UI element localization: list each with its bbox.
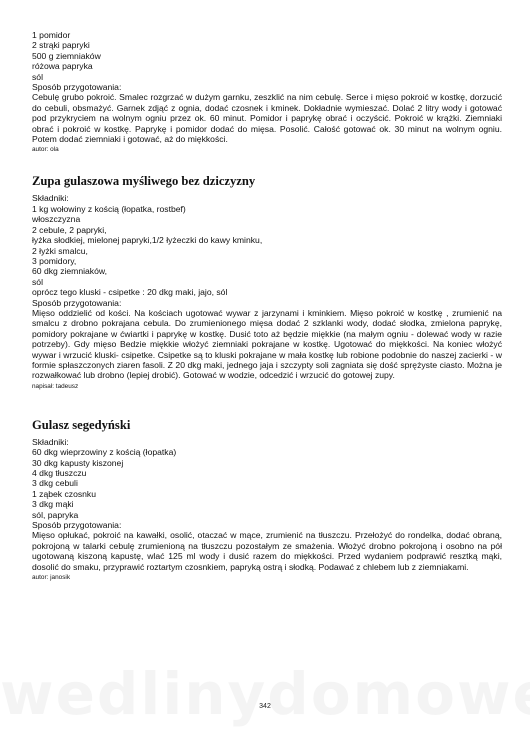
ingredient-line: włoszczyzna <box>32 214 81 225</box>
ingredient-line: 3 dkg mąki <box>32 499 74 510</box>
ingredients-label: Składniki: <box>32 193 69 204</box>
ingredients-label: Składniki: <box>32 436 69 447</box>
ingredient-line: 60 dkg ziemniaków, <box>32 266 107 277</box>
recipe-title: Zupa gulaszowa myśliwego bez dziczyzny <box>32 174 256 189</box>
ingredient-line: sól <box>32 71 43 82</box>
ingredient-line: 1 kg wołowiny z kością (łopatka, rostbef) <box>32 203 186 214</box>
prep-label: Sposób przygotowania: <box>32 520 122 531</box>
intro-author: autor: ola <box>32 146 59 154</box>
recipe1-ingredient-list <box>32 204 502 298</box>
prep-text: Mięso oddzielić od kości. Na kościach ugotować wywar z jarzynami i kminkiem. Mięso pokroić w kostkę , zrumienić na smalcu z drobno pokrajana cebula. Do zrumienionego mięsa dodać 2 szklanki wody, dodać słodka, zmielona paprykę, pomidory pokrajane w ćwiartki i paprykę w kostkę. Dusić toto aż będzie miękkie (na małym ogniu - dolewać wody w razie potrzeby). Gdy mięso Bedzie miękkie włożyć ziemniaki pokrajane w kostkę. Ugotować do miękkości. Na koniec włożyć wywar i wrzucić kluski- csipetke. Csipetke są to kluski pokrajane w mała kostkę lub robione podobnie do naszej zacierki - w formie spłaszczonych ziaren fasoli. Z 20 dkg maki, jednego jaja i szczypty soli zagniata się dość sprężyste ciasto. Można je rozwałkować lub drobno (lepiej drobić). Gotować w wodzie, odcedzić i wrzucić do gotowej zupy. <box>32 307 502 381</box>
ingredient-line: 1 pomidor <box>32 30 71 40</box>
ingredient-line: 2 łyżki smalcu, <box>32 245 88 256</box>
prep-text: Mięso opłukać, pokroić na kawałki, osolić, otaczać w mące, zrumienić na tłuszczu. Przełożyć do rondelka, dodać obraną, pokrojoną w talarki cebulę zrumienioną na tłuszczu pozostałym ze smażenia. Włożyć drobno pokrojoną i osobno na pół ugotowaną kiszoną kapustę, wlać 125 ml wody i dusić razem do miękkości. Przed wydaniem podprawić resztką mąki, dosolić do smaku, przyprawić roztartym czosnkiem, papryką ostrą i słodką. Podawać z chlebem lub z ziemniakami. <box>32 530 502 572</box>
recipe2-ingredient-list <box>32 447 502 520</box>
ingredient-line: 4 dkg tłuszczu <box>32 468 87 478</box>
recipe-author: napisał: tadeusz <box>32 382 79 390</box>
document-page <box>32 30 502 582</box>
intro-prep-label: Sposób przygotowania: <box>32 82 122 93</box>
page-number: 342 <box>259 703 271 710</box>
ingredient-line: 60 dkg wieprzowiny z kością (łopatka) <box>32 447 177 458</box>
recipe-author: autor: janosik <box>32 574 71 582</box>
recipe-title: Gulasz segedyński <box>32 417 131 432</box>
ingredient-line: 1 ząbek czosnku <box>32 488 97 499</box>
prep-label: Sposób przygotowania: <box>32 297 122 308</box>
ingredient-line: 3 pomidory, <box>32 255 77 266</box>
ingredient-line: sól <box>32 276 43 287</box>
ingredient-line: 2 cebule, 2 papryki, <box>32 224 107 235</box>
intro-prep-text: Cebulę grubo pokroić. Smalec rozgrzać w dużym garnku, zeszklić na nim cebulę. Serce i mięso pokroić w kostkę, dorzucić do cebuli, obsmażyć. Garnek zdjąć z ognia, dodać czosnek i kminek. Dokładnie wymieszać. Dolać 2 litry wody i gotować pod przykryciem na wolnym ogniu przez ok. 60 minut. Pomidor i paprykę obrać i oczyścić. Pokroić w krążki. Ziemniaki obrać i pokroić w kostkę. Paprykę i pomidor dodać do mięsa. Posolić. Całość gotować ok. 30 minut na wolnym ogniu. Potem dodać ziemniaki i gotować, aż do miękkości. <box>32 92 502 145</box>
intro-ingredient-list <box>32 30 502 82</box>
ingredient-line: łyżka słodkiej, mielonej papryki,1/2 łyżeczki do kawy kminku, <box>32 235 263 246</box>
ingredient-line: oprócz tego kluski - csipetke : 20 dkg maki, jajo, sól <box>32 287 228 298</box>
ingredient-line: różowa papryka <box>32 61 93 72</box>
ingredient-line: 3 dkg cebuli <box>32 478 78 489</box>
ingredient-line: sól, papryka <box>32 509 79 520</box>
ingredient-line: 30 dkg kapusty kiszonej <box>32 457 124 468</box>
ingredient-line: 500 g ziemniaków <box>32 50 101 61</box>
ingredient-line: 2 strąki papryki <box>32 40 90 51</box>
site-watermark <box>0 660 530 728</box>
